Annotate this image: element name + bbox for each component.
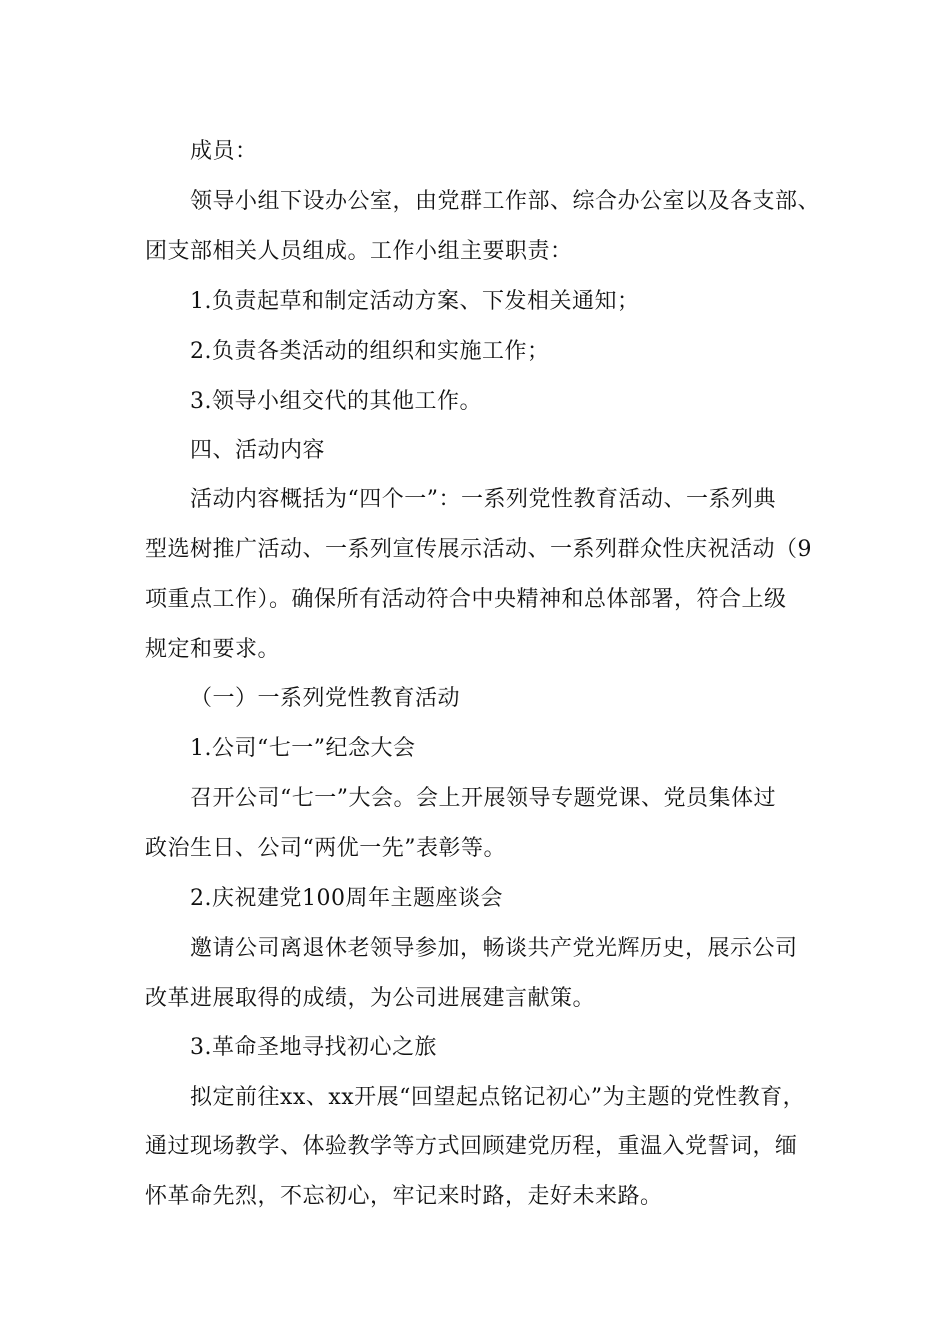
paragraph-line: 规定和要求。 — [145, 637, 281, 662]
subsection-heading: （一）一系列党性教育活动 — [190, 686, 461, 711]
item-heading: 1.公司“七一”纪念大会 — [190, 736, 416, 761]
paragraph-line: 团支部相关人员组成。工作小组主要职责： — [145, 239, 573, 264]
section-heading: 四、活动内容 — [190, 438, 326, 463]
paragraph-line: 通过现场教学、体验教学等方式回顾建党历程，重温入党誓词，缅 — [145, 1134, 798, 1159]
paragraph-line: 改革进展取得的成绩，为公司进展建言献策。 — [145, 986, 596, 1011]
list-item: 1.负责起草和制定活动方案、下发相关通知； — [190, 289, 640, 314]
paragraph-line: 领导小组下设办公室，由党群工作部、综合办公室以及各支部、 — [190, 189, 821, 214]
paragraph-line: 邀请公司离退休老领导参加，畅谈共产党光辉历史，展示公司 — [190, 936, 798, 961]
paragraph-line: 拟定前往xx、xx开展“回望起点铭记初心”为主题的党性教育， — [190, 1085, 806, 1110]
item-heading: 3.革命圣地寻找初心之旅 — [190, 1035, 437, 1060]
paragraph-line: 怀革命先烈，不忘初心，牢记来时路，走好未来路。 — [145, 1184, 663, 1209]
members-heading: 成员： — [190, 139, 258, 164]
list-item: 2.负责各类活动的组织和实施工作； — [190, 339, 550, 364]
item-heading: 2.庆祝建党100周年主题座谈会 — [190, 886, 503, 911]
paragraph-line: 项重点工作）。确保所有活动符合中央精神和总体部署，符合上级 — [145, 587, 787, 612]
paragraph-line: 召开公司“七一”大会。会上开展领导专题党课、党员集体过 — [190, 786, 776, 811]
paragraph-line: 型选树推广活动、一系列宣传展示活动、一系列群众性庆祝活动（9 — [145, 537, 812, 562]
paragraph-line: 活动内容概括为“四个一”：一系列党性教育活动、一系列典 — [190, 487, 776, 512]
list-item: 3.领导小组交代的其他工作。 — [190, 389, 482, 414]
paragraph-line: 政治生日、公司“两优一先”表彰等。 — [145, 836, 506, 861]
